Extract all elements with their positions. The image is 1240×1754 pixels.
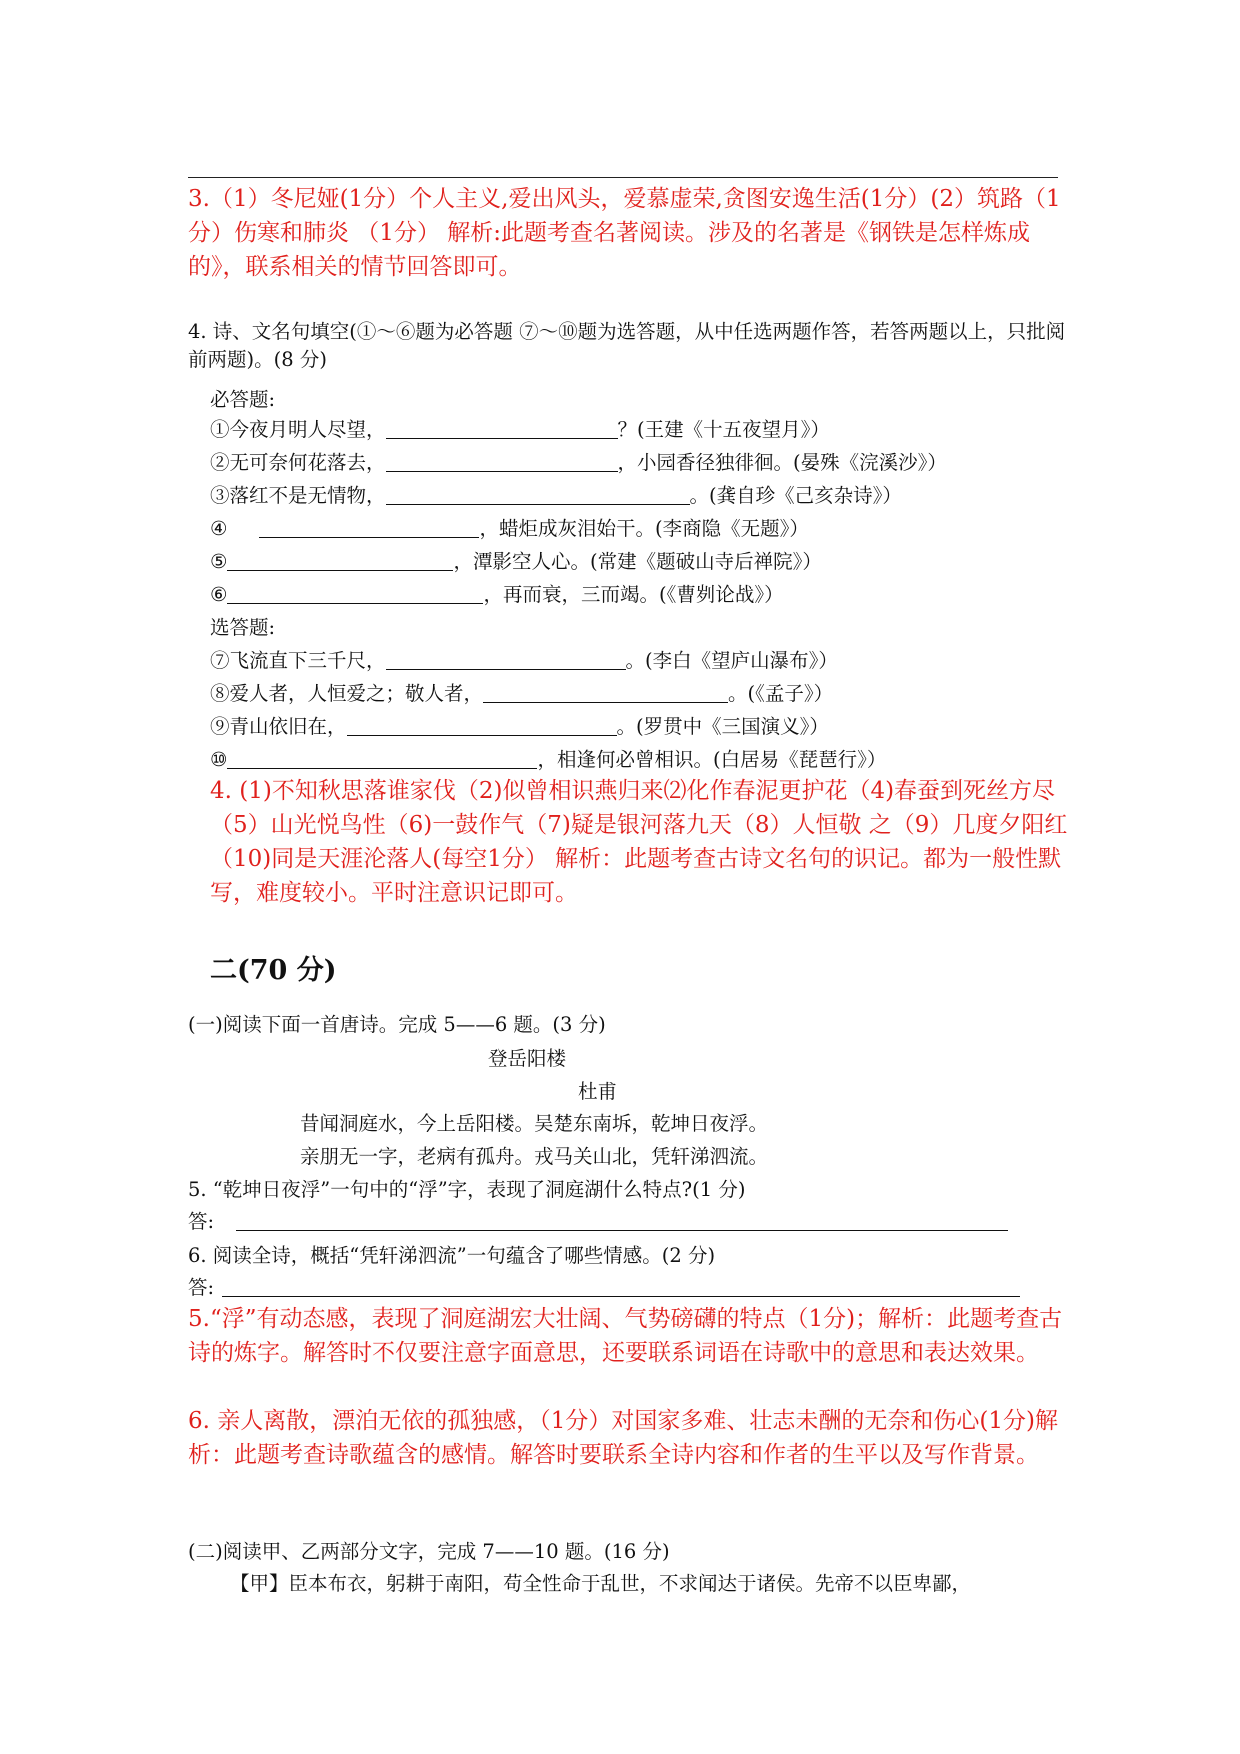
- poem-author: 杜甫: [578, 1080, 618, 1103]
- fill-item-1: ①今夜月明人尽望， ？(王建《十五夜望月》）: [210, 418, 830, 441]
- answer-blank[interactable]: [386, 649, 626, 670]
- fill-item-6: ⑥ ，再而衰，三而竭。(《曹刿论战》）: [210, 583, 784, 606]
- fill-item-8: ⑧爱人者，人恒爱之；敬人者， 。(《孟子》）: [210, 682, 834, 705]
- fill-item-9: ⑨青山依旧在， 。(罗贯中《三国演义》）: [210, 715, 829, 738]
- poem-title: 登岳阳楼: [488, 1047, 567, 1070]
- question-6: 6. 阅读全诗，概括“凭轩涕泗流”一句蕴含了哪些情感。(2 分): [188, 1244, 716, 1267]
- fill-item-4: ④ ，蜡炬成灰泪始干。(李商隐《无题》）: [210, 517, 809, 540]
- answer-blank[interactable]: [222, 1276, 1020, 1297]
- answer-blank[interactable]: [386, 451, 618, 472]
- answer-blank[interactable]: [227, 583, 483, 604]
- fill-item-7: ⑦飞流直下三千尺， 。(李白《望庐山瀑布》）: [210, 649, 838, 672]
- part-1-intro: (一)阅读下面一首唐诗。完成 5——6 题。(3 分): [188, 1013, 606, 1036]
- answer-line-6: 答:: [188, 1272, 1020, 1300]
- answer-blank[interactable]: [386, 484, 690, 505]
- answer-blank[interactable]: [227, 748, 537, 769]
- required-label: 必答题:: [210, 388, 276, 411]
- fill-item-3: ③落红不是无情物， 。(龚自珍《己亥杂诗》）: [210, 484, 902, 507]
- question-4-stem: 4. 诗、文名句填空(①～⑥题为必答题 ⑦～⑩题为选答题，从中任选两题作答，若答两题以上，只批阅前两题)。(8 分): [188, 320, 1066, 371]
- answer-4: 4. (1)不知秋思落谁家伐（2)似曾相识燕归来⑵化作春泥更护花（4)春蚕到死丝方尽（5）山光悦鸟性（6)一鼓作气（7)疑是银河落九天（8）人恒敬 之（9）几度夕阳红（10)同是天涯沦落人(每空1分） 解析：此题考查古诗文名句的识记。都为一般性默写，难度较小。平时注意识记即可。: [210, 778, 1068, 906]
- part-2-intro: (二)阅读甲、乙两部分文字，完成 7——10 题。(16 分): [188, 1540, 670, 1563]
- answer-blank[interactable]: [259, 517, 479, 538]
- answer-blank[interactable]: [227, 550, 453, 571]
- section-2-title: 二(70 分): [210, 955, 337, 986]
- question-5: 5. “乾坤日夜浮”一句中的“浮”字，表现了洞庭湖什么特点?(1 分): [188, 1178, 746, 1201]
- answer-blank[interactable]: [236, 1210, 1008, 1231]
- answer-3: 3.（1）冬尼娅(1分）个人主义,爱出风头，爱慕虚荣,贪图安逸生活(1分）(2）筑路（1分）伤寒和肺炎 （1分） 解析:此题考查名著阅读。涉及的名著是《钢铁是怎样炼成的》，联系相关的情节回答即可。: [188, 186, 1061, 280]
- fill-item-2: ②无可奈何花落去， ，小园香径独徘徊。(晏殊《浣溪沙》）: [210, 451, 947, 474]
- answer-blank[interactable]: [347, 715, 617, 736]
- passage-start: 【甲】臣本布衣，躬耕于南阳，苟全性命于乱世，不求闻达于诸侯。先帝不以臣卑鄙，: [230, 1572, 972, 1595]
- answer-line-5: 答:: [188, 1206, 1008, 1234]
- answer-5: 5.“浮”有动态感，表现了洞庭湖宏大壮阔、气势磅礴的特点（1分)；解析：此题考查古诗的炼字。解答时不仅要注意字面意思，还要联系词语在诗歌中的意思和表达效果。: [188, 1306, 1063, 1366]
- answer-blank[interactable]: [386, 418, 618, 439]
- fill-item-5: ⑤ ，潭影空人心。(常建《题破山寺后禅院》）: [210, 550, 822, 573]
- top-rule: [188, 177, 1058, 178]
- answer-blank[interactable]: [483, 682, 728, 703]
- optional-label: 选答题:: [210, 616, 276, 639]
- poem-line-1: 昔闻洞庭水，今上岳阳楼。吴楚东南坼，乾坤日夜浮。: [300, 1112, 769, 1135]
- answer-6: 6. 亲人离散，漂泊无依的孤独感，（1分）对国家多难、壮志未酬的无奈和伤心(1分)解析：此题考查诗歌蕴含的感情。解答时要联系全诗内容和作者的生平以及写作背景。: [188, 1408, 1058, 1468]
- poem-line-2: 亲朋无一字，老病有孤舟。戎马关山北，凭轩涕泗流。: [300, 1145, 769, 1168]
- fill-item-10: ⑩ ，相逢何必曾相识。(白居易《琵琶行》）: [210, 748, 887, 771]
